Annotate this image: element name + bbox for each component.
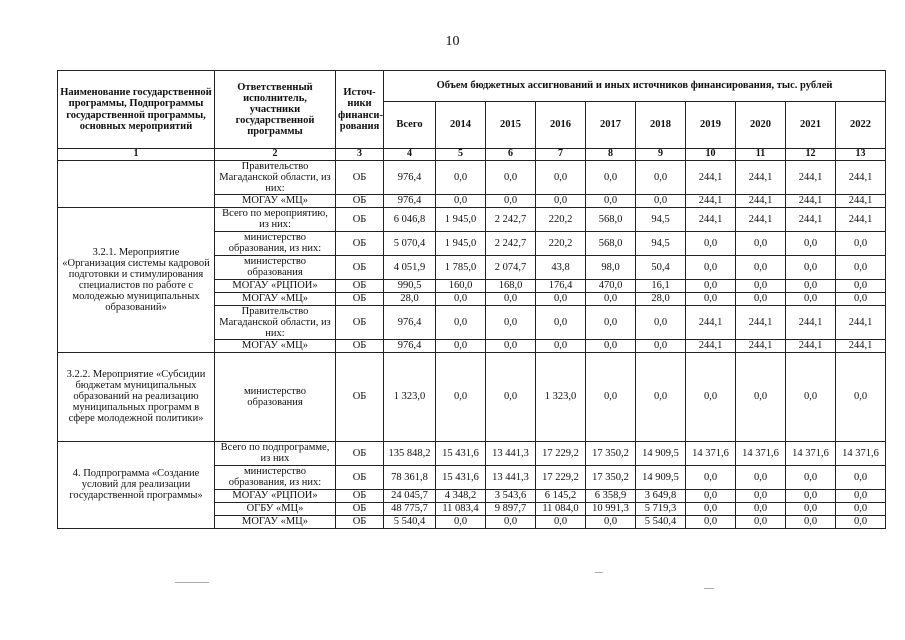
amount-cell: 244,1 [736, 339, 786, 352]
amount-cell: 0,0 [486, 160, 536, 194]
source-cell: ОБ [336, 352, 384, 441]
amount-cell: 15 431,6 [436, 465, 486, 489]
amount-cell: 244,1 [686, 194, 736, 207]
amount-cell: 0,0 [786, 465, 836, 489]
column-number: 11 [736, 149, 786, 161]
column-number: 5 [436, 149, 486, 161]
amount-cell: 244,1 [686, 339, 736, 352]
amount-cell: 0,0 [786, 292, 836, 305]
amount-cell: 0,0 [736, 502, 786, 515]
header-year: 2018 [636, 102, 686, 149]
amount-cell: 0,0 [536, 515, 586, 528]
header-year: 2020 [736, 102, 786, 149]
header-year: 2019 [686, 102, 736, 149]
amount-cell: 0,0 [786, 502, 836, 515]
program-name-cell: 3.2.2. Мероприятие «Субсидии бюджетам муниципальных образований на реализацию муниципальных программ в сфере молодежной политики» [58, 352, 215, 441]
column-numbers-row [58, 149, 886, 161]
amount-cell: 0,0 [636, 160, 686, 194]
amount-cell: 244,1 [786, 160, 836, 194]
executor-cell: МОГАУ «РЦПОИ» [215, 279, 336, 292]
amount-cell: 0,0 [586, 339, 636, 352]
amount-cell: 244,1 [836, 305, 886, 339]
executor-cell: МОГАУ «РЦПОИ» [215, 489, 336, 502]
source-cell: ОБ [336, 292, 384, 305]
amount-cell: 3 543,6 [486, 489, 536, 502]
column-number: 6 [486, 149, 536, 161]
amount-cell: 0,0 [836, 279, 886, 292]
amount-cell: 11 083,4 [436, 502, 486, 515]
amount-cell: 14 909,5 [636, 441, 686, 465]
amount-cell: 976,4 [384, 339, 436, 352]
amount-cell: 244,1 [786, 305, 836, 339]
amount-cell: 0,0 [786, 352, 836, 441]
amount-cell: 0,0 [436, 292, 486, 305]
amount-cell: 0,0 [436, 339, 486, 352]
amount-cell: 0,0 [586, 194, 636, 207]
source-cell: ОБ [336, 441, 384, 465]
amount-cell: 0,0 [786, 515, 836, 528]
amount-cell: 976,4 [384, 305, 436, 339]
amount-cell: 13 441,3 [486, 465, 536, 489]
amount-cell: 0,0 [436, 160, 486, 194]
amount-cell: 244,1 [836, 339, 886, 352]
scan-mark [175, 582, 209, 583]
amount-cell: 0,0 [636, 339, 686, 352]
header-source: Источ- ники финанси- рования [336, 71, 384, 149]
amount-cell: 0,0 [736, 489, 786, 502]
amount-cell: 15 431,6 [436, 441, 486, 465]
amount-cell: 244,1 [786, 194, 836, 207]
source-cell: ОБ [336, 305, 384, 339]
source-cell: ОБ [336, 255, 384, 279]
amount-cell: 470,0 [586, 279, 636, 292]
amount-cell: 16,1 [636, 279, 686, 292]
executor-cell: Всего по мероприятию, из них: [215, 207, 336, 231]
amount-cell: 0,0 [836, 292, 886, 305]
amount-cell: 244,1 [786, 339, 836, 352]
amount-cell: 0,0 [686, 255, 736, 279]
amount-cell: 0,0 [736, 465, 786, 489]
program-name-cell: 3.2.1. Мероприятие «Организация системы кадровой подготовки и стимулирования специалистов по работе с молодежью муниципальных образований» [58, 207, 215, 352]
amount-cell: 0,0 [486, 515, 536, 528]
table-body [58, 160, 886, 528]
amount-cell: 6 358,9 [586, 489, 636, 502]
budget-table [57, 70, 886, 529]
column-number: 12 [786, 149, 836, 161]
amount-cell: 0,0 [536, 160, 586, 194]
page-number: 10 [445, 34, 460, 49]
amount-cell: 0,0 [536, 339, 586, 352]
amount-cell: 17 350,2 [586, 441, 636, 465]
amount-cell: 0,0 [786, 255, 836, 279]
amount-cell: 28,0 [384, 292, 436, 305]
amount-cell: 94,5 [636, 231, 686, 255]
amount-cell: 10 991,3 [586, 502, 636, 515]
amount-cell: 2 242,7 [486, 231, 536, 255]
amount-cell: 0,0 [436, 352, 486, 441]
amount-cell: 0,0 [586, 352, 636, 441]
amount-cell: 11 084,0 [536, 502, 586, 515]
amount-cell: 0,0 [736, 352, 786, 441]
header-year: 2021 [786, 102, 836, 149]
source-cell: ОБ [336, 515, 384, 528]
amount-cell: 0,0 [586, 292, 636, 305]
amount-cell: 0,0 [736, 515, 786, 528]
amount-cell: 244,1 [786, 207, 836, 231]
amount-cell: 244,1 [686, 305, 736, 339]
source-cell: ОБ [336, 194, 384, 207]
amount-cell: 94,5 [636, 207, 686, 231]
header-volume: Объем бюджетных ассигнований и иных источников финансирования, тыс. рублей [384, 71, 886, 102]
amount-cell: 244,1 [736, 194, 786, 207]
executor-cell: министерство образования [215, 352, 336, 441]
amount-cell: 6 046,8 [384, 207, 436, 231]
amount-cell: 14 371,6 [836, 441, 886, 465]
amount-cell: 50,4 [636, 255, 686, 279]
amount-cell: 1 323,0 [384, 352, 436, 441]
executor-cell: Всего по подпрограмме, из них [215, 441, 336, 465]
executor-cell: министерство образования, из них: [215, 465, 336, 489]
amount-cell: 1 785,0 [436, 255, 486, 279]
amount-cell: 13 441,3 [486, 441, 536, 465]
program-name-cell: 4. Подпрограмма «Создание условий для реализации государственной программы» [58, 441, 215, 528]
scan-mark [595, 572, 603, 573]
amount-cell: 244,1 [686, 160, 736, 194]
executor-cell: МОГАУ «МЦ» [215, 292, 336, 305]
executor-cell: Правительство Магаданской области, из них: [215, 160, 336, 194]
executor-cell: МОГАУ «МЦ» [215, 515, 336, 528]
source-cell: ОБ [336, 502, 384, 515]
column-number: 4 [384, 149, 436, 161]
amount-cell: 0,0 [686, 292, 736, 305]
amount-cell: 5 540,4 [384, 515, 436, 528]
executor-cell: министерство образования [215, 255, 336, 279]
amount-cell: 0,0 [436, 305, 486, 339]
amount-cell: 0,0 [436, 515, 486, 528]
column-number: 13 [836, 149, 886, 161]
amount-cell: 1 945,0 [436, 231, 486, 255]
amount-cell: 0,0 [536, 292, 586, 305]
amount-cell: 5 540,4 [636, 515, 686, 528]
amount-cell: 568,0 [586, 207, 636, 231]
source-cell: ОБ [336, 231, 384, 255]
amount-cell: 5 719,3 [636, 502, 686, 515]
amount-cell: 176,4 [536, 279, 586, 292]
amount-cell: 168,0 [486, 279, 536, 292]
amount-cell: 0,0 [586, 515, 636, 528]
amount-cell: 14 371,6 [736, 441, 786, 465]
amount-cell: 0,0 [486, 352, 536, 441]
amount-cell: 0,0 [536, 194, 586, 207]
amount-cell: 0,0 [836, 502, 886, 515]
amount-cell: 0,0 [786, 231, 836, 255]
header-executor: Ответственный исполнитель, участники государственной программы [215, 71, 336, 149]
amount-cell: 2 074,7 [486, 255, 536, 279]
amount-cell: 244,1 [736, 305, 786, 339]
table-row [58, 160, 886, 194]
amount-cell: 0,0 [486, 339, 536, 352]
header-year: 2016 [536, 102, 586, 149]
amount-cell: 0,0 [636, 305, 686, 339]
amount-cell: 0,0 [736, 279, 786, 292]
amount-cell: 17 229,2 [536, 441, 586, 465]
amount-cell: 976,4 [384, 160, 436, 194]
amount-cell: 98,0 [586, 255, 636, 279]
program-name-cell [58, 160, 215, 207]
executor-cell: ОГБУ «МЦ» [215, 502, 336, 515]
amount-cell: 244,1 [736, 207, 786, 231]
amount-cell: 976,4 [384, 194, 436, 207]
amount-cell: 43,8 [536, 255, 586, 279]
amount-cell: 0,0 [486, 194, 536, 207]
amount-cell: 244,1 [836, 194, 886, 207]
amount-cell: 14 371,6 [686, 441, 736, 465]
amount-cell: 4 051,9 [384, 255, 436, 279]
amount-cell: 0,0 [686, 489, 736, 502]
amount-cell: 0,0 [836, 489, 886, 502]
executor-cell: Правительство Магаданской области, из них: [215, 305, 336, 339]
amount-cell: 568,0 [586, 231, 636, 255]
column-number: 8 [586, 149, 636, 161]
scan-mark [704, 588, 714, 589]
amount-cell: 0,0 [686, 231, 736, 255]
header-year: 2015 [486, 102, 536, 149]
amount-cell: 0,0 [786, 489, 836, 502]
column-number: 2 [215, 149, 336, 161]
executor-cell: МОГАУ «МЦ» [215, 339, 336, 352]
source-cell: ОБ [336, 489, 384, 502]
amount-cell: 0,0 [686, 352, 736, 441]
amount-cell: 0,0 [636, 352, 686, 441]
table-header [58, 71, 886, 161]
source-cell: ОБ [336, 465, 384, 489]
amount-cell: 2 242,7 [486, 207, 536, 231]
amount-cell: 4 348,2 [436, 489, 486, 502]
amount-cell: 135 848,2 [384, 441, 436, 465]
amount-cell: 990,5 [384, 279, 436, 292]
amount-cell: 0,0 [736, 231, 786, 255]
amount-cell: 0,0 [586, 305, 636, 339]
amount-cell: 0,0 [836, 465, 886, 489]
amount-cell: 14 909,5 [636, 465, 686, 489]
column-number: 1 [58, 149, 215, 161]
column-number: 9 [636, 149, 686, 161]
amount-cell: 48 775,7 [384, 502, 436, 515]
header-year: 2017 [586, 102, 636, 149]
column-number: 3 [336, 149, 384, 161]
amount-cell: 28,0 [636, 292, 686, 305]
column-number: 10 [686, 149, 736, 161]
amount-cell: 5 070,4 [384, 231, 436, 255]
source-cell: ОБ [336, 160, 384, 194]
header-year: 2014 [436, 102, 486, 149]
header-year: Всего [384, 102, 436, 149]
amount-cell: 244,1 [836, 160, 886, 194]
amount-cell: 0,0 [636, 194, 686, 207]
amount-cell: 9 897,7 [486, 502, 536, 515]
amount-cell: 220,2 [536, 231, 586, 255]
amount-cell: 0,0 [686, 515, 736, 528]
amount-cell: 244,1 [736, 160, 786, 194]
executor-cell: министерство образования, из них: [215, 231, 336, 255]
amount-cell: 220,2 [536, 207, 586, 231]
amount-cell: 6 145,2 [536, 489, 586, 502]
table-row [58, 207, 886, 231]
amount-cell: 0,0 [436, 194, 486, 207]
source-cell: ОБ [336, 339, 384, 352]
amount-cell: 24 045,7 [384, 489, 436, 502]
amount-cell: 0,0 [836, 231, 886, 255]
amount-cell: 0,0 [686, 279, 736, 292]
amount-cell: 244,1 [686, 207, 736, 231]
amount-cell: 0,0 [686, 465, 736, 489]
amount-cell: 0,0 [736, 292, 786, 305]
amount-cell: 244,1 [836, 207, 886, 231]
amount-cell: 17 350,2 [586, 465, 636, 489]
table-row [58, 352, 886, 441]
amount-cell: 0,0 [486, 305, 536, 339]
amount-cell: 0,0 [836, 515, 886, 528]
amount-cell: 3 649,8 [636, 489, 686, 502]
amount-cell: 78 361,8 [384, 465, 436, 489]
amount-cell: 0,0 [836, 352, 886, 441]
amount-cell: 0,0 [686, 502, 736, 515]
table-row [58, 441, 886, 465]
amount-cell: 1 323,0 [536, 352, 586, 441]
source-cell: ОБ [336, 279, 384, 292]
header-year: 2022 [836, 102, 886, 149]
amount-cell: 160,0 [436, 279, 486, 292]
amount-cell: 1 945,0 [436, 207, 486, 231]
amount-cell: 0,0 [486, 292, 536, 305]
amount-cell: 0,0 [586, 160, 636, 194]
amount-cell: 14 371,6 [786, 441, 836, 465]
header-name: Наименование государственной программы, Подпрограммы государственной программы, основных мероприятий [58, 71, 215, 149]
amount-cell: 0,0 [836, 255, 886, 279]
column-number: 7 [536, 149, 586, 161]
amount-cell: 0,0 [536, 305, 586, 339]
amount-cell: 0,0 [736, 255, 786, 279]
source-cell: ОБ [336, 207, 384, 231]
amount-cell: 17 229,2 [536, 465, 586, 489]
executor-cell: МОГАУ «МЦ» [215, 194, 336, 207]
amount-cell: 0,0 [786, 279, 836, 292]
